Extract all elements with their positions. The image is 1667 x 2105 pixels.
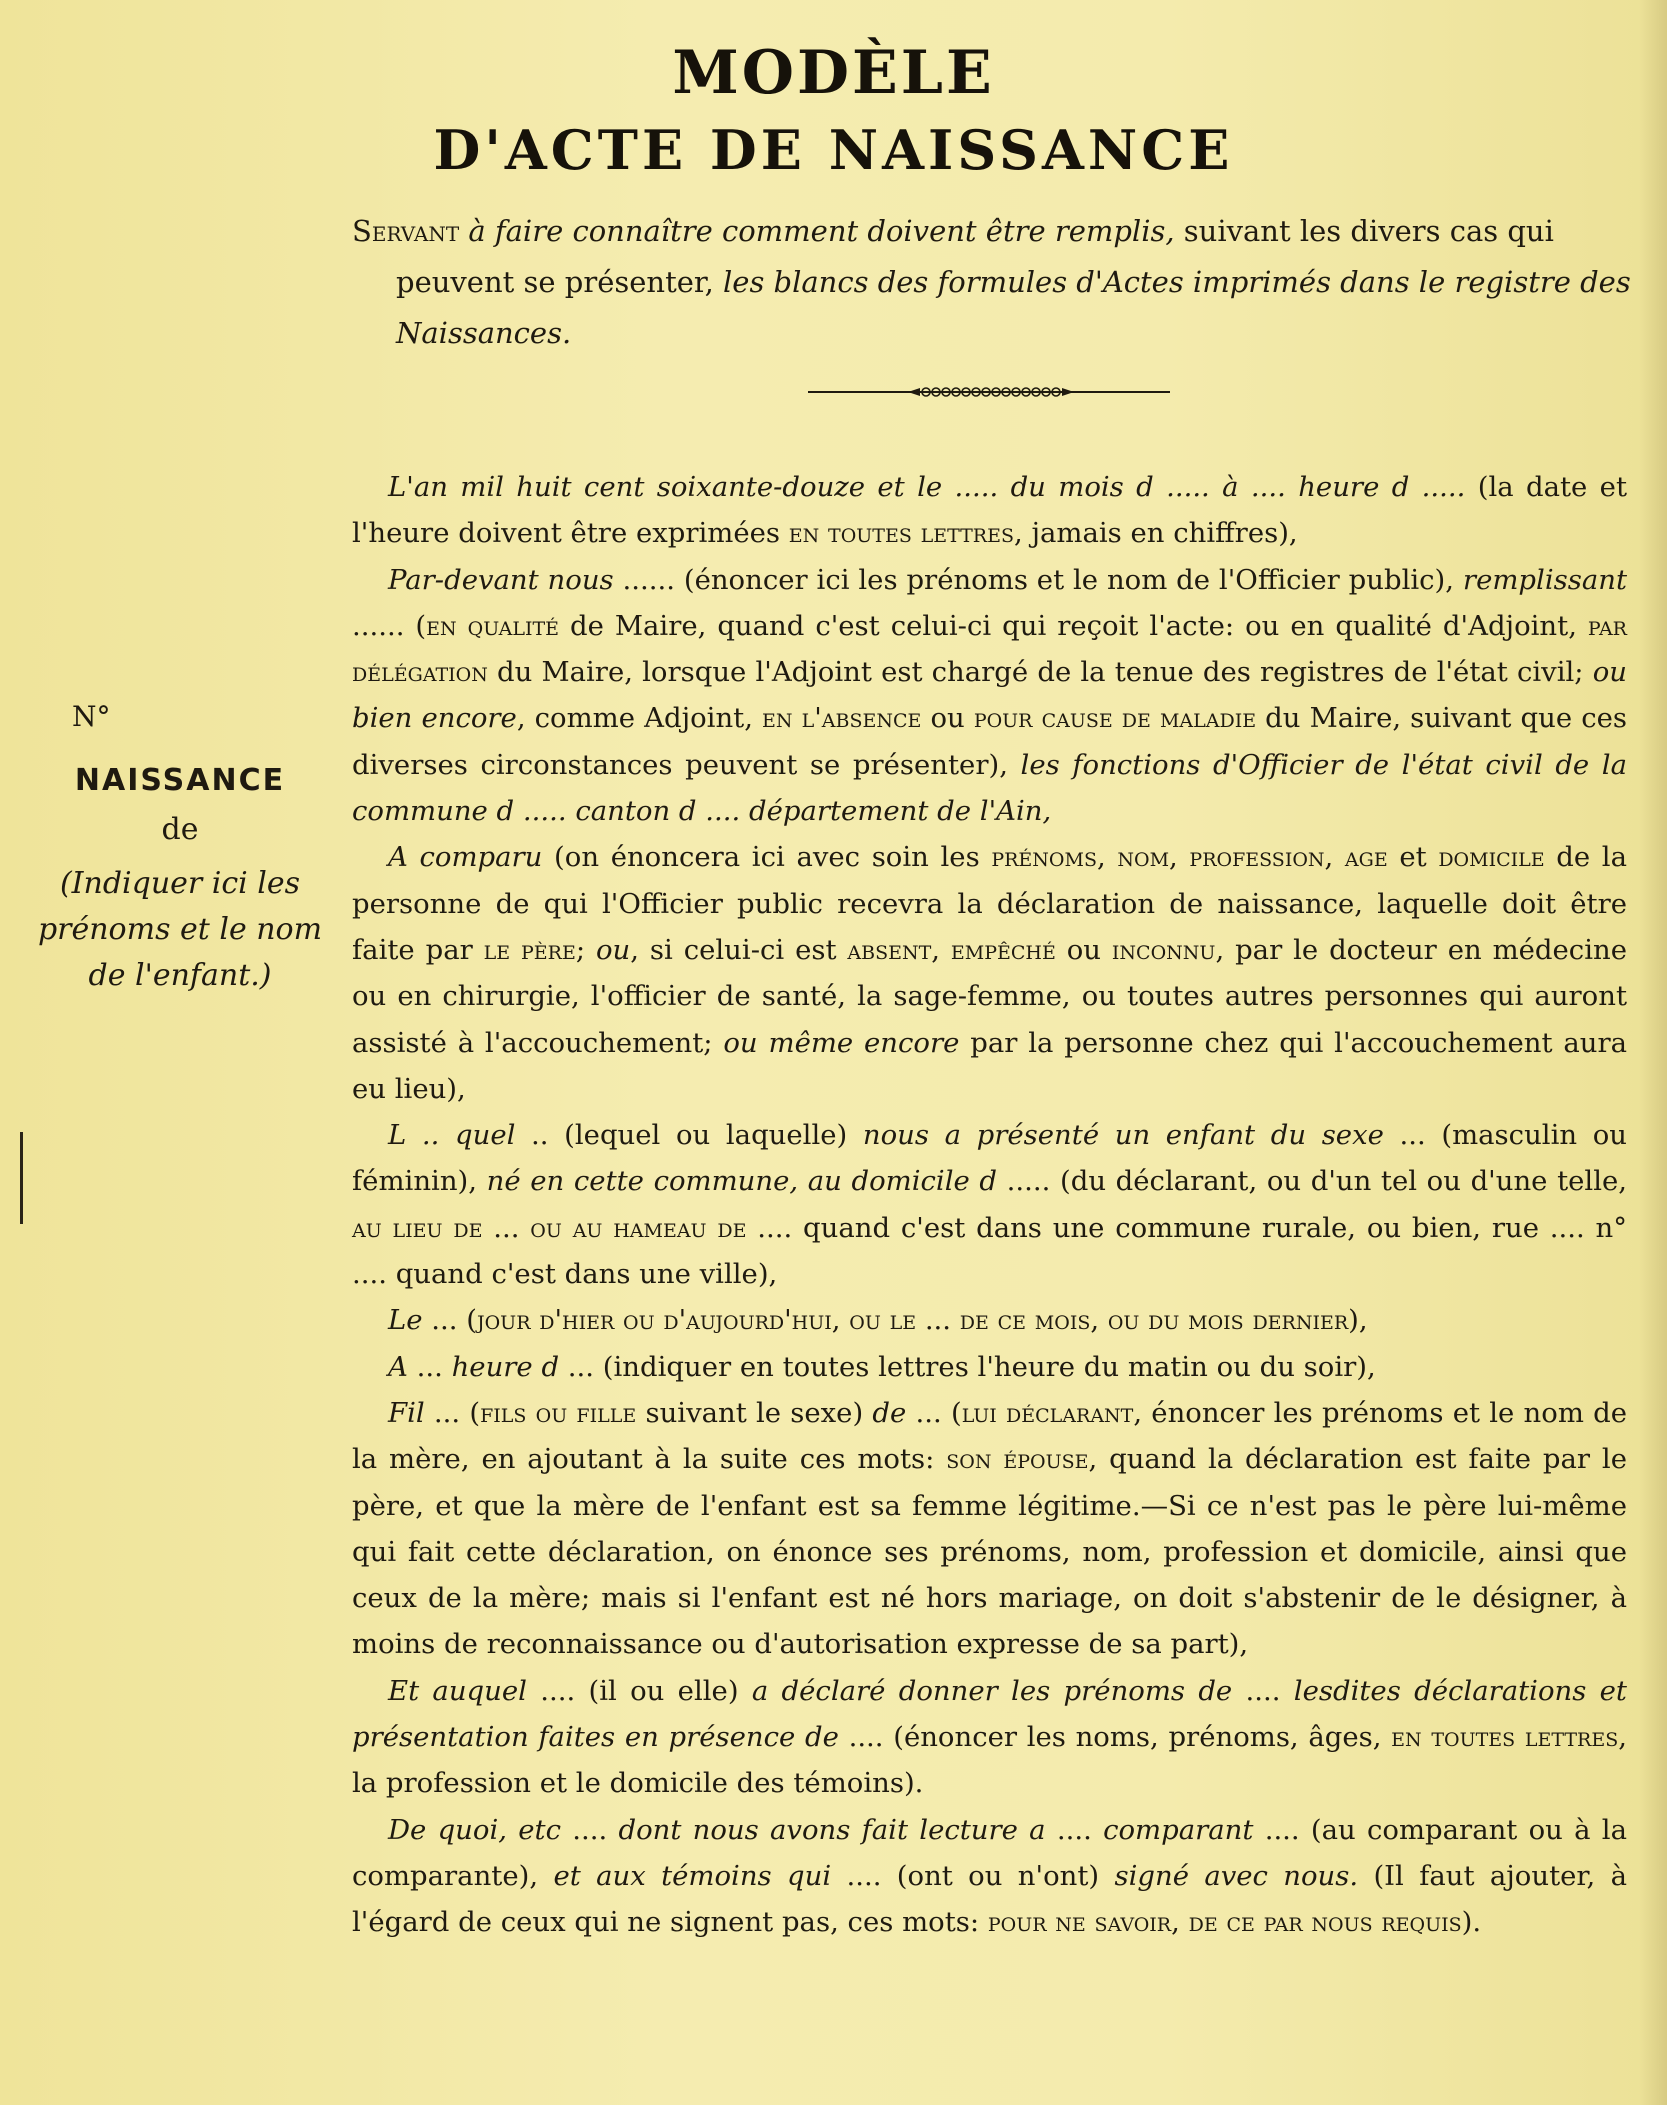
text-run: ...... (: [352, 609, 427, 642]
text-run: ou: [596, 933, 631, 966]
document-description: [352, 206, 1646, 359]
margin-heading: NAISSANCE: [74, 763, 286, 798]
text-run: ou au hameau de: [530, 1211, 747, 1244]
text-run: ..... (du déclarant, ou d'un tel ou d'une telle,: [997, 1165, 1628, 1198]
text-run: ... (indiquer en toutes lettres l'heure du matin ou du soir),: [559, 1350, 1376, 1383]
text-run: ),: [1348, 1304, 1368, 1337]
ornament-divider: [808, 382, 1170, 402]
text-run: .... quand c'est dans une commune rurale, ou bien, rue .... n° .... quand c'est dans une ville),: [352, 1211, 1628, 1291]
form-instructions: [352, 464, 1627, 1946]
text-run: fils ou fille: [480, 1396, 637, 1429]
text-run: (la date et l'heure doivent être exprimées: [352, 471, 1627, 550]
text-run: le père: [483, 933, 576, 966]
text-run: ... (: [422, 1304, 477, 1337]
text-run: ...: [916, 1304, 960, 1337]
text-run: comparant: [1103, 1813, 1254, 1846]
paragraph-reading-signature: [352, 1807, 1627, 1946]
text-run: de la personne de qui l'Officier public recevra la déclaration de naissance, laquelle doit être faite par: [352, 841, 1627, 966]
text-run: L .. quel: [388, 1119, 516, 1152]
text-run: par délégation: [352, 609, 1627, 689]
text-run: inconnu: [1111, 933, 1216, 966]
text-run: .... (ont ou n'ont): [831, 1859, 1115, 1892]
description-part1: à faire connaître comment doivent être remplis,: [459, 214, 1175, 248]
text-run: Par-devant nous: [388, 563, 614, 596]
text-run: .... (il ou elle): [526, 1674, 752, 1707]
text-run: ...... (énoncer ici les prénoms et le nom de l'Officier public),: [613, 563, 1463, 596]
text-run: ou: [1055, 933, 1112, 966]
text-run: en qualité: [426, 609, 560, 642]
text-run: ....: [1232, 1674, 1294, 1707]
text-run: Fil: [388, 1396, 425, 1429]
text-run: pour cause de maladie: [973, 702, 1257, 735]
margin-number-label: N°: [72, 700, 111, 733]
text-run: prénoms, nom, profession, age: [991, 841, 1388, 874]
text-run: suivant le sexe): [636, 1396, 873, 1429]
text-run: ou bien encore: [352, 656, 1627, 735]
text-run: absent, empêché: [847, 933, 1056, 966]
text-run: nous a présenté un enfant du sexe: [862, 1119, 1384, 1152]
text-run: (on énoncera ici avec soin les: [542, 841, 992, 874]
text-run: (Il faut ajouter, à l'égard de ceux qui ne signent pas, ces mots:: [352, 1859, 1628, 1939]
text-run: .... (énoncer les noms, prénoms, âges,: [838, 1721, 1392, 1754]
text-run: ....: [560, 1813, 619, 1846]
text-run: de ce mois, ou du mois dernier: [959, 1304, 1349, 1337]
text-run: né en cette commune, au domicile d: [486, 1165, 998, 1198]
text-run: ...: [407, 1350, 452, 1383]
text-run: et aux témoins qui: [553, 1859, 832, 1892]
text-run: domicile: [1438, 841, 1545, 874]
margin-annotation: [20, 700, 340, 999]
paragraph-names-witnesses: [352, 1668, 1627, 1807]
document-subtitle-heading: D'ACTE DE NAISSANCE: [433, 118, 1234, 182]
text-run: , la profession et le domicile des témoins).: [352, 1721, 1627, 1800]
text-run: A: [388, 1350, 408, 1383]
text-run: ... (: [906, 1396, 962, 1429]
text-run: ).: [1461, 1906, 1482, 1939]
paragraph-officer: [352, 557, 1627, 835]
paragraph-hour: [352, 1344, 1627, 1390]
description-part3: les blancs des formules d'Actes imprimés dans le registre des Naissances.: [396, 265, 1631, 350]
paragraph-declarant: [352, 834, 1627, 1112]
text-run: ... (: [424, 1396, 481, 1429]
text-run: ou: [921, 702, 974, 735]
text-run: et: [1387, 841, 1439, 874]
text-run: remplissant: [1462, 563, 1627, 596]
text-run: , par le docteur en médecine ou en chirurgie, l'officier de santé, la sage-femme, ou toutes autres personnes qui auront assisté à l'accouchement;: [352, 933, 1627, 1059]
text-run: a déclaré donner les prénoms de: [751, 1674, 1233, 1707]
paragraph-parents: [352, 1390, 1627, 1668]
text-run: , comme Adjoint,: [516, 702, 763, 735]
text-run: A comparu: [388, 841, 543, 874]
text-run: , si celui-ci est: [630, 933, 848, 966]
text-run: en toutes lettres: [788, 517, 1014, 550]
text-run: en toutes lettres: [1391, 1721, 1619, 1754]
text-run: au lieu de: [352, 1211, 483, 1244]
text-run: pour ne savoir, de ce par nous requis: [987, 1906, 1462, 1939]
text-run: Le: [388, 1304, 423, 1337]
text-run: , jamais en chiffres),: [1013, 517, 1298, 550]
document-title: MODÈLE: [672, 38, 995, 108]
text-run: , énoncer les prénoms et le nom de la mère, en ajoutant à la suite ces mots:: [352, 1396, 1628, 1476]
text-run: De quoi, etc: [388, 1813, 561, 1846]
paragraph-date: [352, 464, 1627, 557]
text-run: .. (lequel ou laquelle): [515, 1119, 863, 1152]
text-run: de Maire, quand c'est celui-ci qui reçoit l'acte: ou en qualité d'Adjoint,: [559, 609, 1588, 642]
text-run: ou même encore: [723, 1026, 960, 1059]
text-run: par la personne chez qui l'accouchement aura eu lieu),: [352, 1026, 1627, 1105]
text-run: dont nous avons fait lecture a: [618, 1813, 1046, 1846]
description-part2: suivant les divers cas qui peuvent se présenter,: [396, 214, 1554, 299]
text-run: Et auquel: [388, 1674, 527, 1707]
text-run: ;: [575, 933, 596, 966]
text-run: du Maire, suivant que ces diverses circonstances peuvent se présenter),: [352, 702, 1627, 781]
text-run: .... (au comparant ou à la comparante),: [352, 1813, 1627, 1892]
text-run: heure d: [451, 1350, 560, 1383]
text-run: jour d'hier ou d'aujourd'hui, ou le: [476, 1304, 917, 1337]
text-run: ....: [1045, 1813, 1104, 1846]
text-run: en l'absence: [762, 702, 922, 735]
text-run: ... (masculin ou féminin),: [352, 1119, 1627, 1198]
margin-ink-mark: [20, 1132, 23, 1224]
text-run: de: [872, 1396, 907, 1429]
text-run: lui déclarant: [961, 1396, 1134, 1429]
text-run: , quand la déclaration est faite par le père, et que la mère de l'enfant est sa femme légitime.—Si ce n'est pas le père lui-même qui fait cette déclaration, on énonce ses prénoms, nom, profession et domicile, ainsi que ceux de la mère; mais si l'enfant est né hors mariage, on doit s'abstenir de le désigner, à moins de reconnaissance ou d'autorisation expresse de sa part),: [352, 1443, 1628, 1661]
text-run: les fonctions d'Officier de l'état civil de la commune d ..... canton d .... département de l'Ain,: [352, 748, 1628, 828]
text-run: L'an mil huit cent soixante-douze et le ..... du mois d ..... à .... heure d .....: [388, 471, 1466, 503]
text-run: ...: [482, 1211, 531, 1244]
margin-de: de: [161, 812, 199, 847]
description-lead: Servant: [352, 214, 460, 248]
text-run: signé avec nous.: [1114, 1859, 1359, 1892]
text-run: lesdites déclarations et présentation faites en présence de: [352, 1674, 1627, 1754]
paragraph-day: [352, 1297, 1627, 1343]
margin-note: (Indiquer ici les prénoms et le nom de l'enfant.): [37, 866, 323, 993]
text-run: son épouse: [946, 1443, 1089, 1476]
paragraph-child: [352, 1112, 1627, 1297]
text-run: du Maire, lorsque l'Adjoint est chargé de la tenue des registres de l'état civil;: [487, 656, 1593, 689]
